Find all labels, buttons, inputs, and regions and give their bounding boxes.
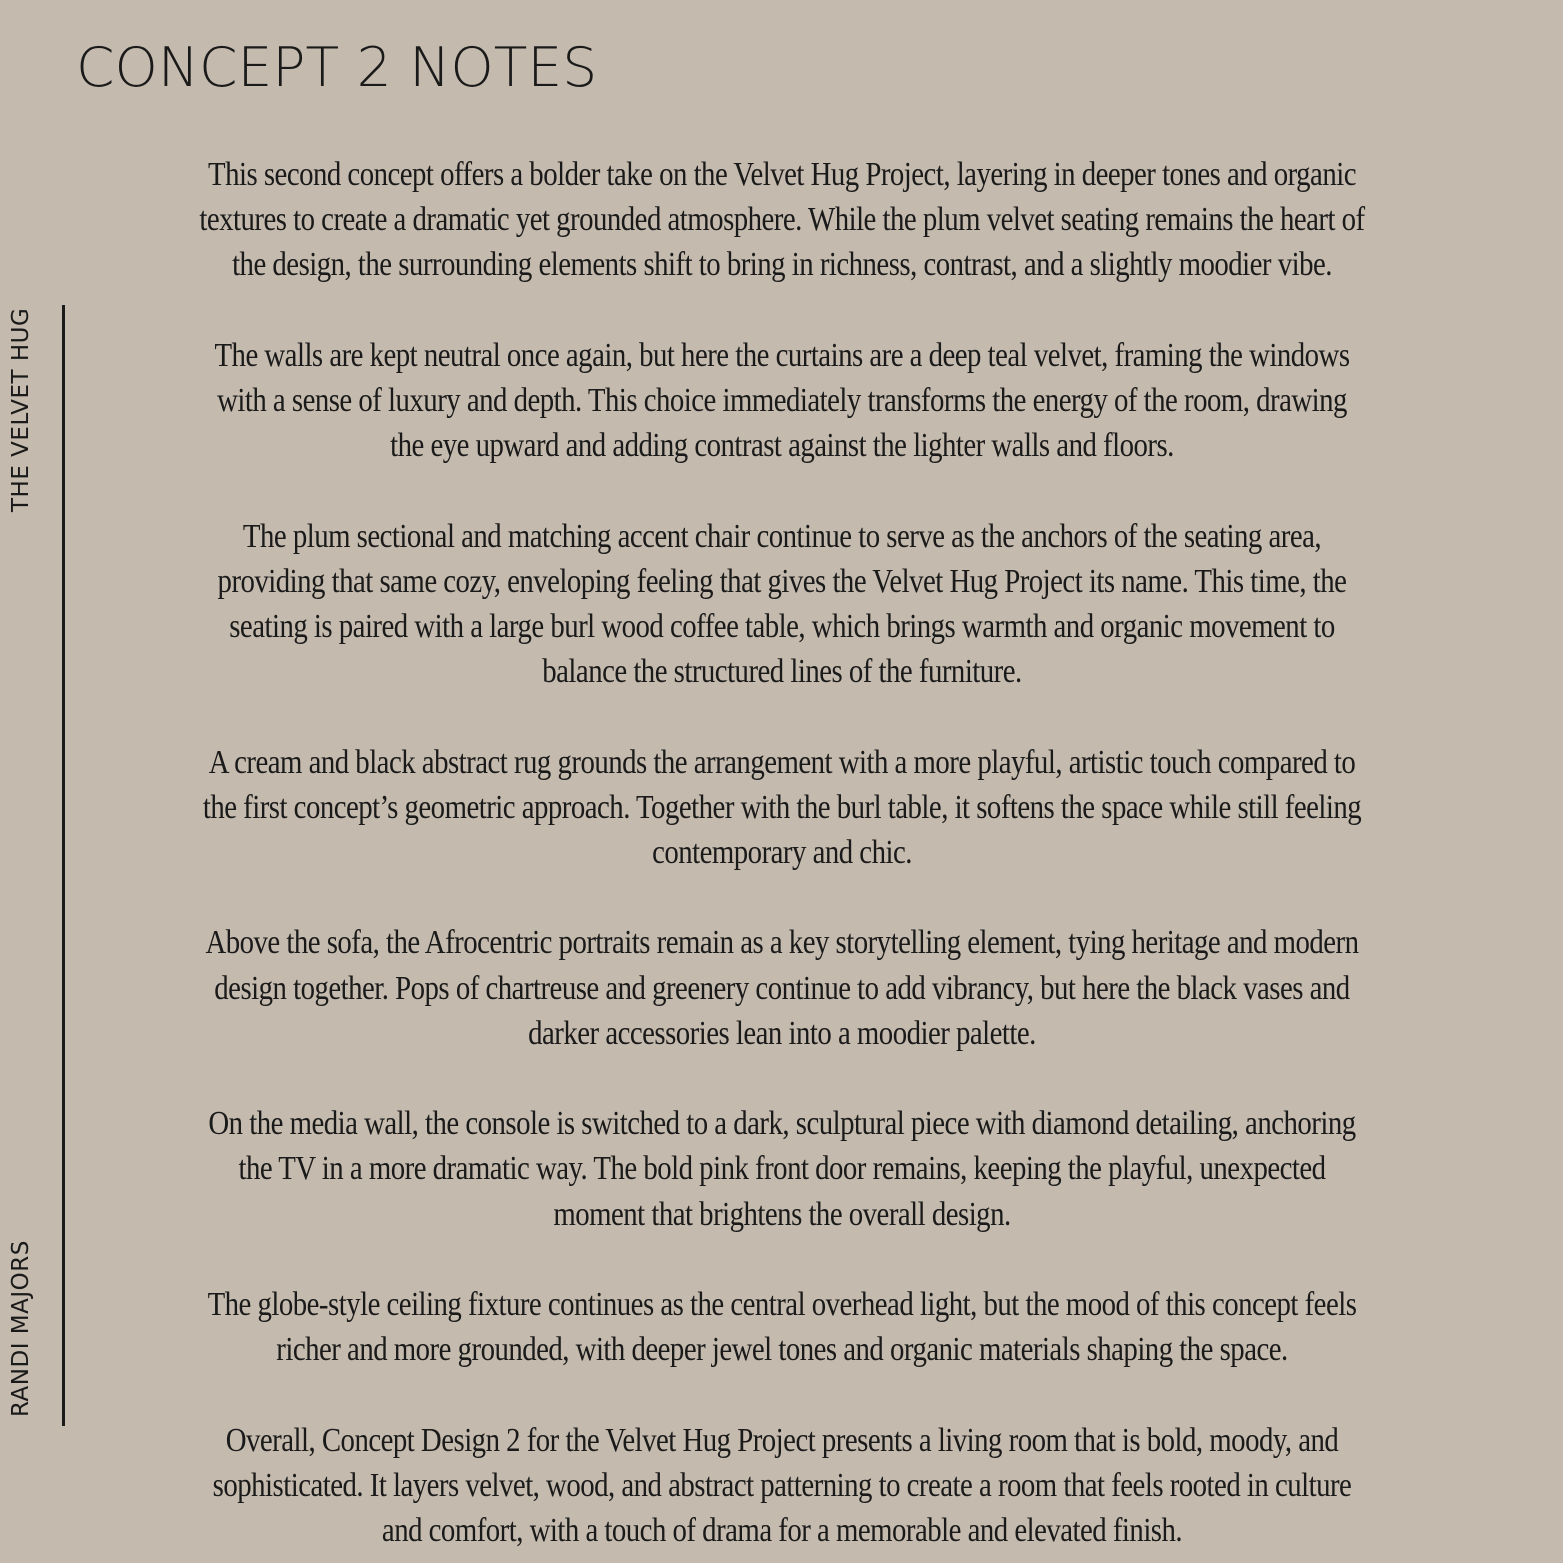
page-title: CONCEPT 2 NOTES <box>76 36 598 99</box>
paragraph-seating: The plum sectional and matching accent chair continue to serve as the anchors of the seating area, providing that same cozy, enveloping feeling that gives the Velvet Hug Project its name. This time, the seating is paired with a large burl wood coffee table, which brings warmth and organic movement to balance the structured lines of the furniture. <box>217 517 1347 691</box>
paragraph-media-wall: On the media wall, the console is switched to a dark, sculptural piece with diamond detailing, anchoring the TV in a more dramatic way. The bold pink front door remains, keeping the playful, unexpected moment that brightens the overall design. <box>208 1105 1356 1233</box>
paragraph-summary: Overall, Concept Design 2 for the Velvet Hug Project presents a living room that is bold, moody, and sophisticated. It layers velvet, wood, and abstract patterning to create a room that feels rooted in culture and comfort, with a touch of drama for a memorable and elevated finish. <box>212 1421 1352 1549</box>
side-label-project-text: THE VELVET HUG <box>8 307 34 512</box>
notes-body <box>102 152 1462 1553</box>
paragraph-portraits: Above the sofa, the Afrocentric portraits remain as a key storytelling element, tying heritage and modern design together. Pops of chartreuse and greenery continue to add vibrancy, but here the black vases and darker accessories lean into a moodier palette. <box>205 924 1359 1052</box>
paragraph-lighting: The globe-style ceiling fixture continues as the central overhead light, but the mood of this concept feels richer and more grounded, with deeper jewel tones and organic materials shaping the space. <box>207 1285 1357 1369</box>
side-label-author-text: RANDI MAJORS <box>8 1240 34 1417</box>
side-label-project <box>6 292 36 512</box>
paragraph-rug: A cream and black abstract rug grounds the arrangement with a more playful, artistic touch compared to the first concept’s geometric approach. Together with the burl table, it softens the space while still feeling contemporary and chic. <box>202 743 1362 871</box>
paragraph-intro: This second concept offers a bolder take on the Velvet Hug Project, layering in deeper tones and organic textures to create a dramatic yet grounded atmosphere. While the plum velvet seating remains the heart of the design, the surrounding elements shift to bring in richness, contrast, and a slightly moodier vibe. <box>199 156 1365 284</box>
side-label-author <box>6 1212 36 1417</box>
vertical-divider <box>62 305 65 1426</box>
paragraph-walls-curtains: The walls are kept neutral once again, but here the curtains are a deep teal velvet, framing the windows with a sense of luxury and depth. This choice immediately transforms the energy of the room, drawing the eye upward and adding contrast against the lighter walls and floors. <box>214 336 1350 465</box>
